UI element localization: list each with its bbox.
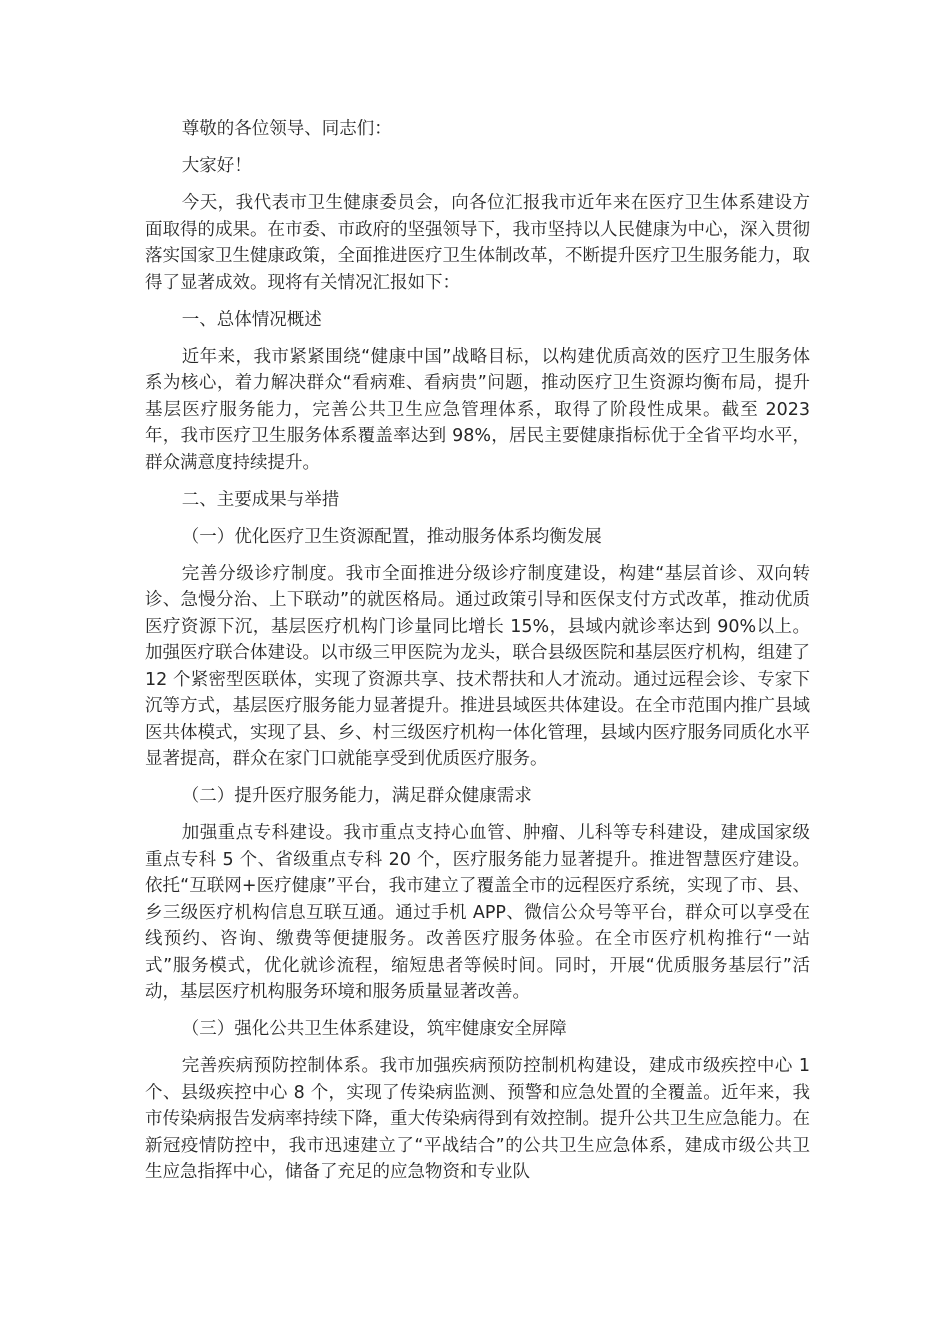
- subsection-heading-2: （二）提升医疗服务能力，满足群众健康需求: [181, 786, 532, 806]
- salutation: 尊敬的各位领导、同志们：: [181, 119, 392, 139]
- subsection-heading-3: （三）强化公共卫生体系建设，筑牢健康安全屏障: [181, 1019, 567, 1039]
- subsection-paragraph-2: 加强重点专科建设。我市重点支持心血管、肿瘤、儿科等专科建设，建成国家级重点专科 5 个、省级重点专科 20 个，医疗服务能力显著提升。推进智慧医疗建设。依托“互联网+医疗健康”平台，我市建立了覆盖全市的远程医疗系统，实现了市、县、乡三级医疗机构信息互联互通。通过手机 APP、微信公众号等平台，群众可以享受在线预约、咨询、缴费等便捷服务。改善医疗服务体验。在全市医疗机构推行“一站式”服务模式，优化就诊流程，缩短患者等候时间。同时，开展“优质服务基层行”活动，基层医疗机构服务环境和服务质量显著改善。: [145, 823, 810, 1002]
- overview-paragraph: 近年来，我市紧紧围绕“健康中国”战略目标，以构建优质高效的医疗卫生服务体系为核心，着力解决群众“看病难、看病贵”问题，推动医疗卫生资源均衡布局，提升基层医疗服务能力，完善公共卫生应急管理体系，取得了阶段性成果。截至 2023 年，我市医疗卫生服务体系覆盖率达到 98%，居民主要健康指标优于全省平均水平，群众满意度持续提升。: [145, 346, 810, 473]
- document-page: [145, 116, 810, 1196]
- subsection-heading-1: （一）优化医疗卫生资源配置，推动服务体系均衡发展: [181, 526, 602, 547]
- section-heading-overview: 一、总体情况概述: [181, 309, 322, 330]
- subsection-paragraph-3: 完善疾病预防控制体系。我市加强疾病预防控制机构建设，建成市级疾控中心 1 个、县级疾控中心 8 个，实现了传染病监测、预警和应急处置的全覆盖。近年来，我市传染病报告发病率持续下降，重大传染病得到有效控制。提升公共卫生应急能力。在新冠疫情防控中，我市迅速建立了“平战结合”的公共卫生应急体系，建成市级公共卫生应急指挥中心，储备了充足的应急物资和专业队: [145, 1056, 810, 1182]
- subsection-paragraph-1: 完善分级诊疗制度。我市全面推进分级诊疗制度建设，构建“基层首诊、双向转诊、急慢分治、上下联动”的就医格局。通过政策引导和医保支付方式改革，推动优质医疗资源下沉，基层医疗机构门诊量同比增长 15%，县域内就诊率达到 90%以上。加强医疗联合体建设。以市级三甲医院为龙头，联合县级医院和基层医疗机构，组建了 12 个紧密型医联体，实现了资源共享、技术帮扶和人才流动。通过远程会诊、专家下沉等方式，基层医疗服务能力显著提升。推进县域医共体建设。在全市范围内推广县域医共体模式，实现了县、乡、村三级医疗机构一体化管理，县域内医疗服务同质化水平显著提高，群众在家门口就能享受到优质医疗服务。: [145, 563, 810, 769]
- greeting: 大家好！: [181, 156, 252, 176]
- section-heading-achievements: 二、主要成果与举措: [181, 489, 340, 510]
- intro-paragraph: 今天，我代表市卫生健康委员会，向各位汇报我市近年来在医疗卫生体系建设方面取得的成果。在市委、市政府的坚强领导下，我市坚持以人民健康为中心，深入贯彻落实国家卫生健康政策，全面推进医疗卫生体制改革，不断提升医疗卫生服务能力，取得了显著成效。现将有关情况汇报如下：: [145, 193, 810, 293]
